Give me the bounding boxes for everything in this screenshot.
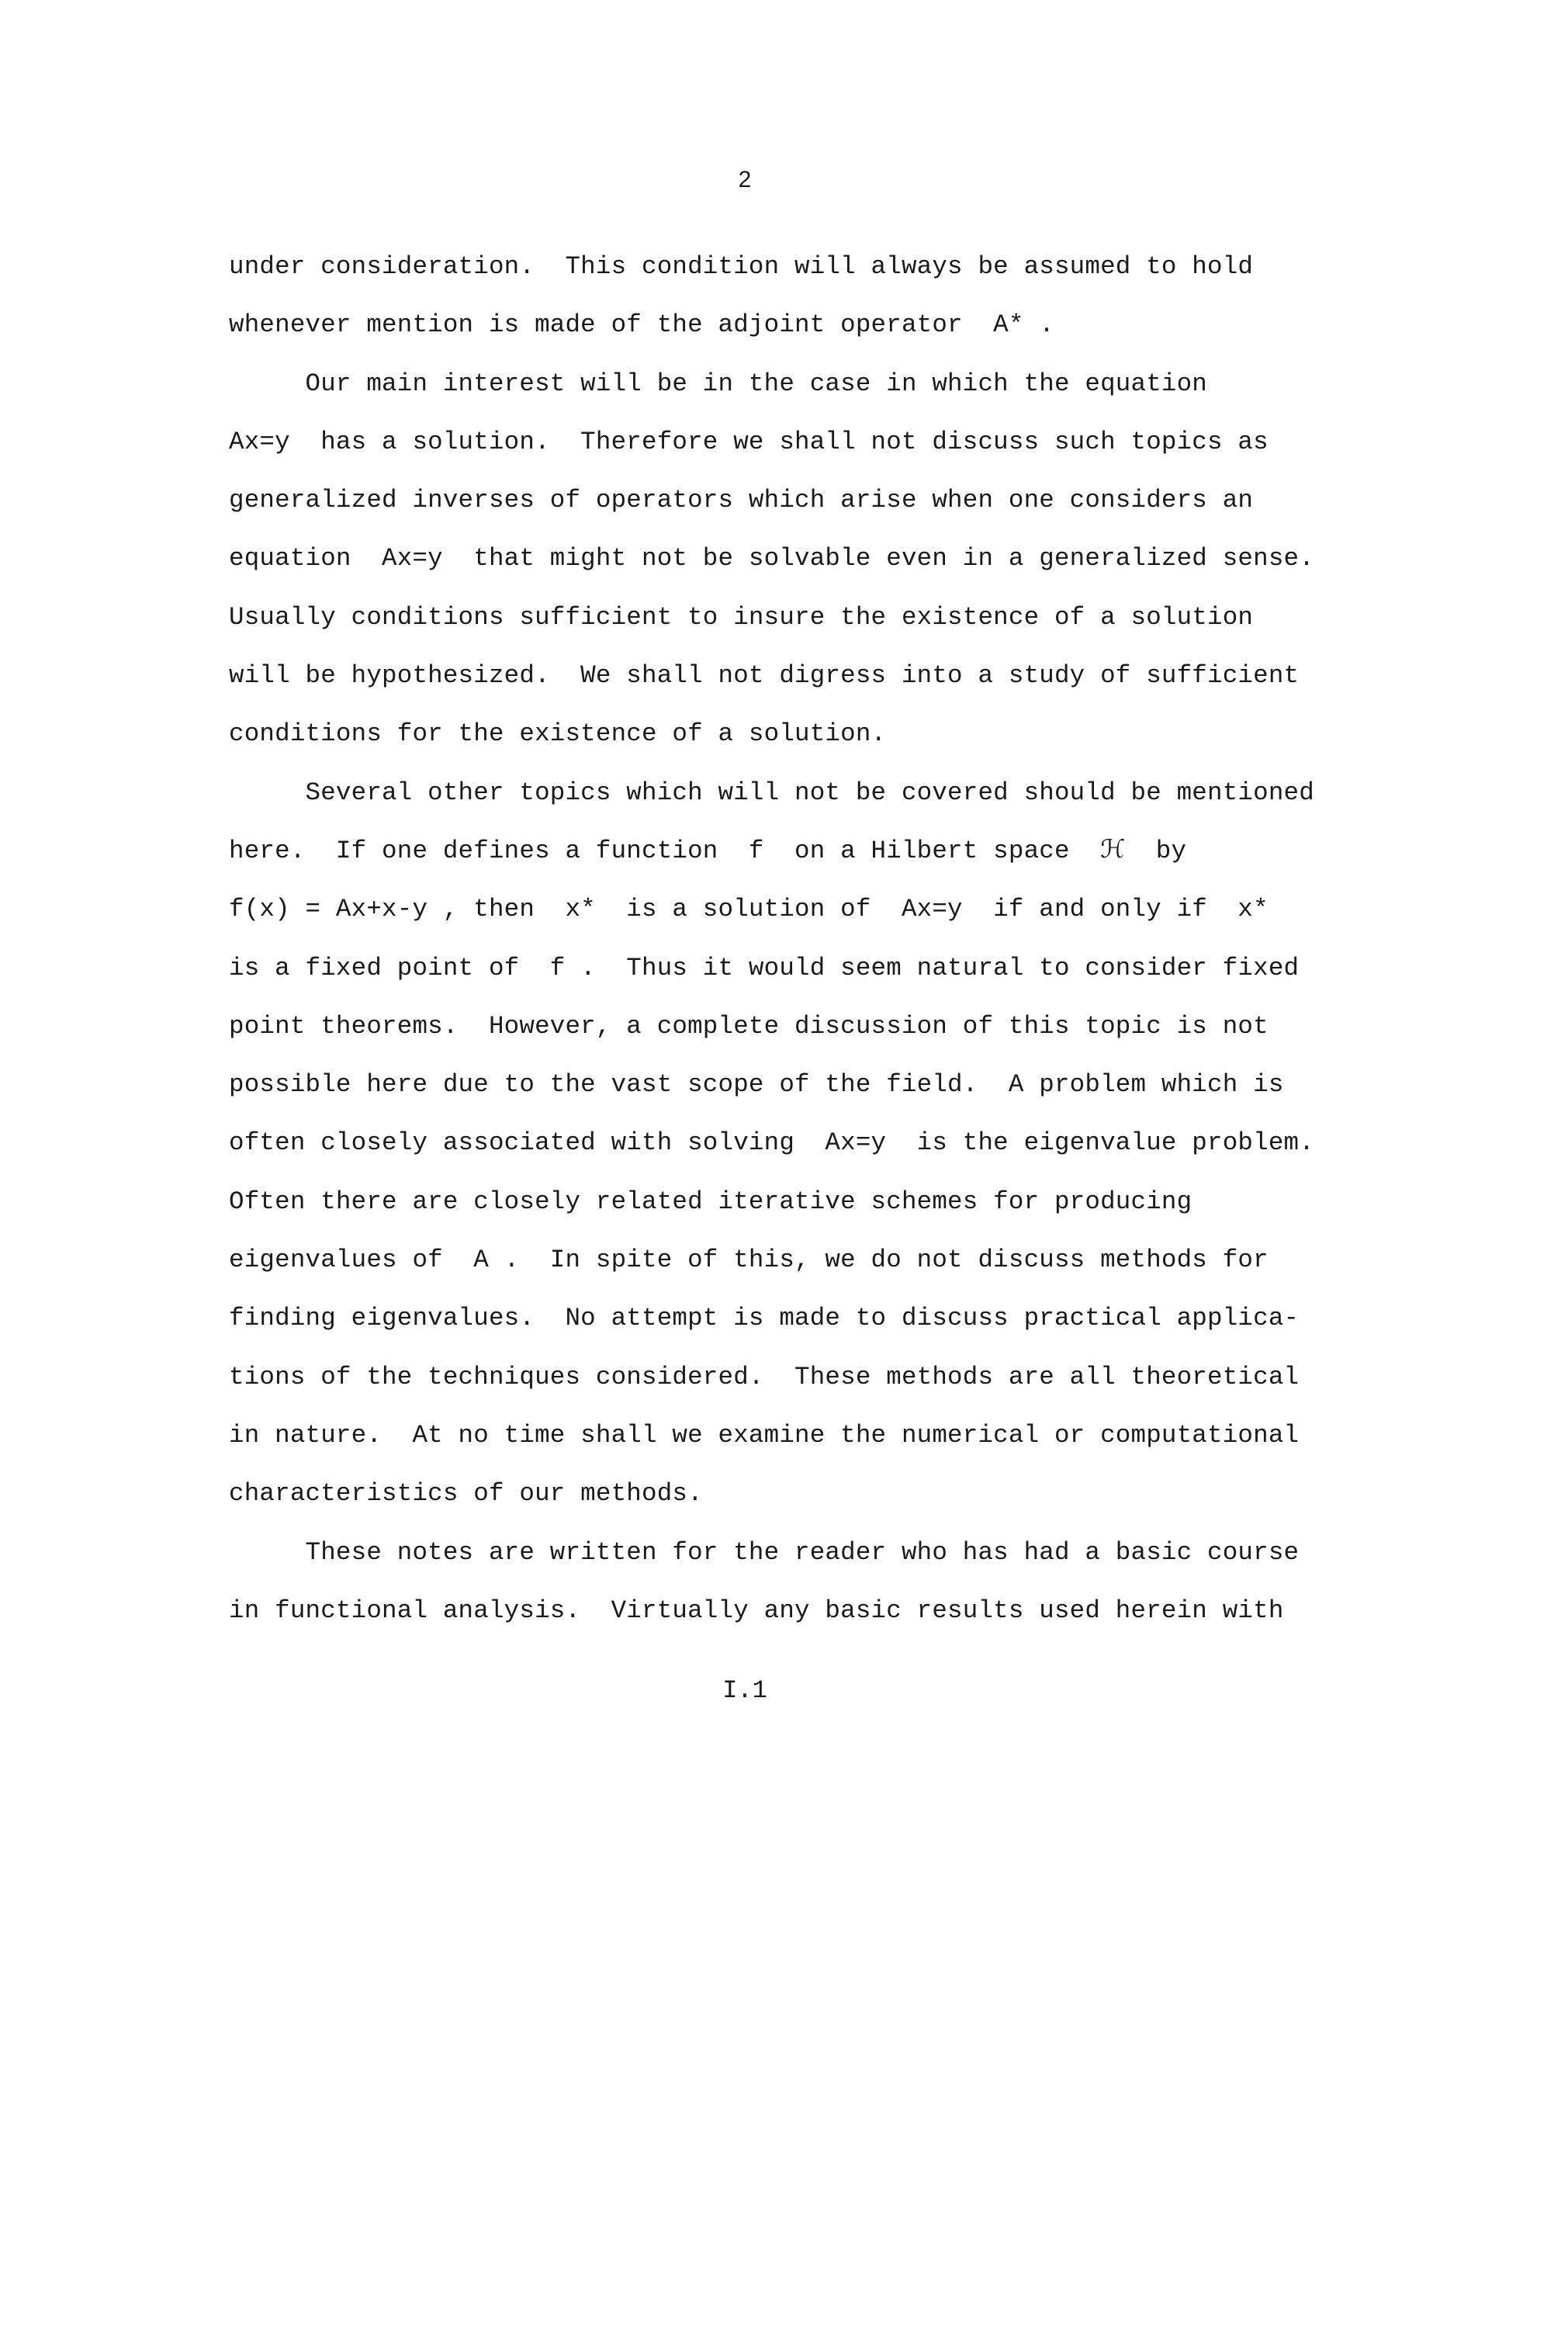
text-line: finding eigenvalues. No attempt is made to discuss practical applica-: [229, 1304, 1300, 1333]
text-line: point theorems. However, a complete discussion of this topic is not: [229, 1011, 1269, 1041]
text-line: is a fixed point of f . Thus it would seem natural to consider fixed: [229, 953, 1300, 982]
text-line: in functional analysis. Virtually any basic results used herein with: [229, 1596, 1284, 1625]
text-line: generalized inverses of operators which arise when one considers an: [229, 486, 1254, 515]
text-line: in nature. At no time shall we examine the numerical or computational: [229, 1420, 1300, 1450]
text-line: These notes are written for the reader who has had a basic course: [229, 1537, 1300, 1567]
text-line: characteristics of our methods.: [229, 1479, 703, 1509]
text-line: f(x) = Ax+x-y , then x* is a solution of Ax=y if and only if x*: [229, 895, 1269, 924]
text-line: often closely associated with solving Ax=y is the eigenvalue problem.: [229, 1128, 1314, 1158]
text-line: conditions for the existence of a solution.: [229, 719, 887, 749]
text-line: here. If one defines a function f on a Hilbert space ℋ by: [229, 836, 1187, 865]
page-number: 2: [738, 167, 752, 192]
text-line: Usually conditions sufficient to insure the existence of a solution: [229, 602, 1254, 632]
text-line: will be hypothesized. We shall not digress into a study of sufficient: [229, 661, 1300, 691]
text-line: eigenvalues of A . In spite of this, we do not discuss methods for: [229, 1246, 1269, 1275]
text-line: Several other topics which will not be covered should be mentioned: [229, 778, 1314, 807]
text-line: equation Ax=y that might not be solvable even in a generalized sense.: [229, 544, 1314, 573]
text-line: possible here due to the vast scope of the field. A problem which is: [229, 1070, 1284, 1100]
text-line: whenever mention is made of the adjoint operator A* .: [229, 310, 1054, 340]
text-line: under consideration. This condition will always be assumed to hold: [229, 252, 1254, 281]
section-mark: I.1: [722, 1676, 767, 1705]
text-line: Our main interest will be in the case in which the equation: [229, 369, 1208, 398]
text-line: Ax=y has a solution. Therefore we shall not discuss such topics as: [229, 427, 1269, 456]
body-text: [229, 247, 1314, 1649]
text-line: tions of the techniques considered. These methods are all theoretical: [229, 1362, 1300, 1391]
text-line: Often there are closely related iterative schemes for producing: [229, 1187, 1192, 1216]
